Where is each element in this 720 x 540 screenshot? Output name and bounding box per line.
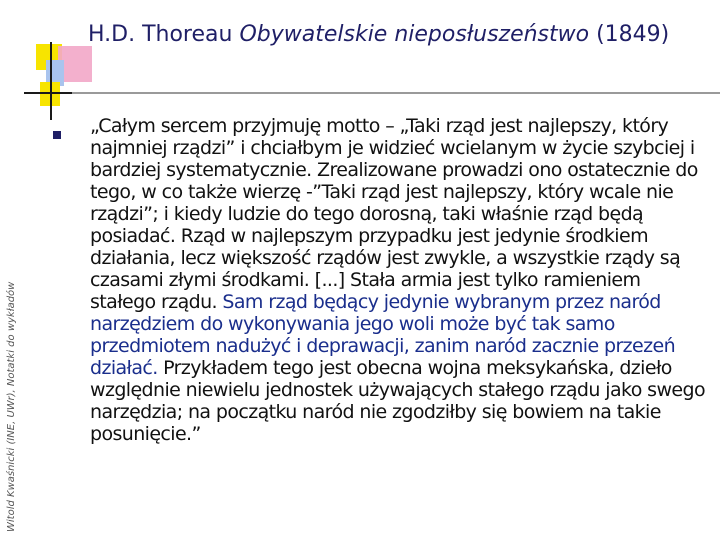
title-divider-line — [24, 92, 720, 94]
title-italic: Obywatelskie nieposłuszeństwo — [239, 22, 590, 47]
title-suffix: (1849) — [589, 22, 670, 47]
bullet-marker-icon — [53, 131, 61, 139]
quote-part-1: „Całym sercem przyjmuję motto – „Taki rząd jest najlepszy, który najmniej rządzi” i chciałbym je widzieć wcielanym w życie szybciej i bardziej systematycznie. Zrealizowane prowadzi ono ostatecznie do tego, w co także wierzę -”Taki rząd jest najlepszy, który wcale nie rządzi”; i kiedy ludzie do tego dorosną, taki właśnie rząd będą posiadać. Rząd w najlepszym przypadku jest jedynie środkiem działania, lecz większość rządów jest zwykle, a wszystkie rządy są czasami złymi środkami. [...] Stała armia jest tylko ramieniem stałego rządu. — [90, 115, 698, 313]
slide-title — [88, 22, 720, 47]
quote-highlight: Sam rząd będący jedynie wybranym przez naród narzędziem do wykonywania jego woli może być tak samo przedmiotem nadużyć i deprawacji, zanim naród zacznie przezeń działać. — [90, 291, 676, 379]
decor-vertical-line — [50, 42, 52, 120]
quote-text — [90, 115, 710, 445]
quote-part-2: Przykładem tego jest obecna wojna meksykańska, dzieło względnie niewielu jednostek używających stałego rządu jako swego narzędzia; na początku naród nie zgodziłby się bowiem na takie posunięcie.” — [90, 357, 705, 445]
side-note: Witold Kwaśnicki (INE, UWr), Notatki do wykładów — [6, 281, 17, 532]
title-prefix: H.D. Thoreau — [88, 22, 240, 47]
title-divider-accent — [24, 92, 72, 94]
